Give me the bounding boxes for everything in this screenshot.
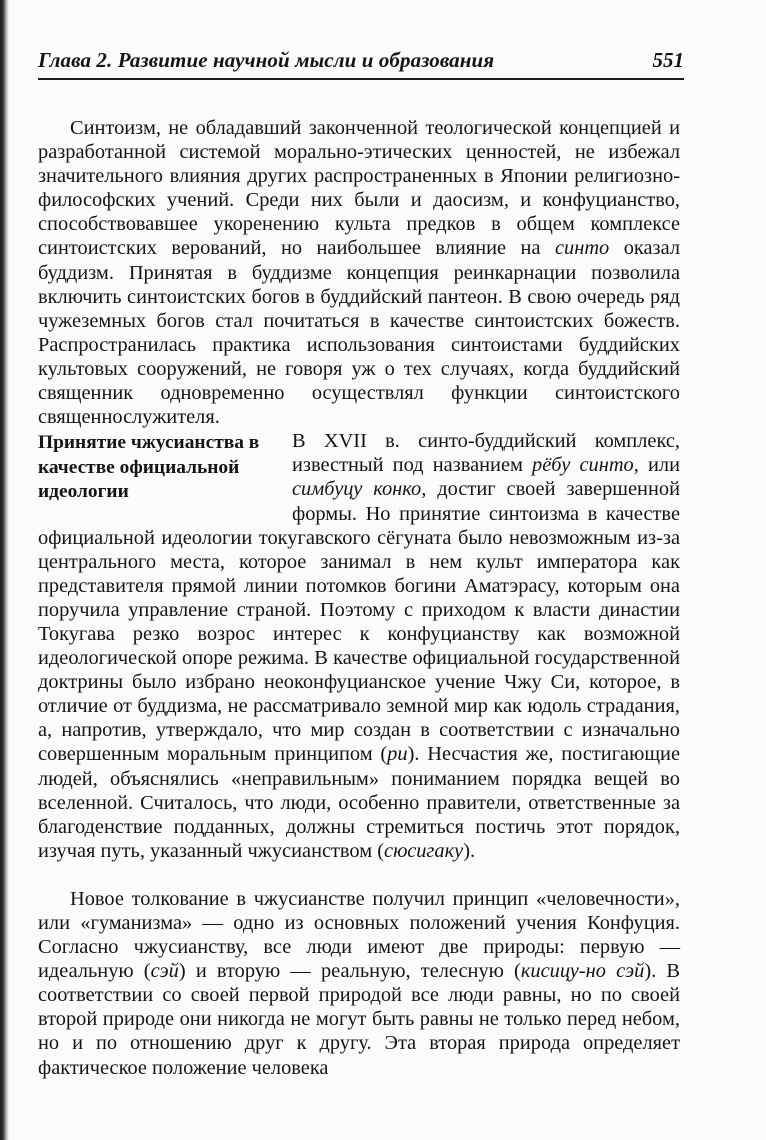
text-run: оказал буддизм. Принятая в буддизме концепция реинкарнации позволила включить синтоистских богов в буддийский пантеон. В свою очередь ряд чужеземных богов стал почитаться в качестве синтоистских божеств. Распространилась практика использования синтоистами буддийских культовых сооружений, не говоря уж о тех случаях, когда буддийский священник одновременно осуществлял функции синтоистского священнослужителя. <box>38 237 680 429</box>
page-number: 551 <box>652 48 684 72</box>
term-shushigaku: сюсигаку <box>384 839 464 862</box>
text-run: ). <box>463 839 476 862</box>
binding-shadow <box>0 0 9 1140</box>
text-run: , достиг своей завершенной формы. Но принятие синтоизма в качестве официальной идеологии токугавского сёгуната было невозможным из-за центрального места, которое занимал в нем культ императора как представителя прямой линии потомков богини Аматэрасу, которым она поручила управление страной. Поэтому с приходом к власти династии Токугава резко возрос интерес к конфуцианству как возможной идеологической опоре режима. В качестве официальной государственной доктрины было избрано неоконфуцианское учение Чжу Си, которое, в отличие от буддизма, не рассматривало земной мир как юдоль страдания, а, напротив, утверждало, что мир создан в соответствии с изначально совершенным моральным принципом ( <box>38 478 680 766</box>
body-text <box>38 116 680 1080</box>
term-shimbutsu-konko: симбуцу конко <box>292 478 422 501</box>
paragraph-humanism <box>38 887 680 1080</box>
text-run: Новое толкование в чжусианстве получил принцип «человечности», или «гуманизма» — одно из основных положений учения Конфуция. Согласно чжусианству, все люди имеют две природы: первую — идеальную ( <box>38 887 680 983</box>
term-shinto: синто <box>554 237 610 260</box>
section-side-heading: Принятие чжусианства в качестве официальной идеологии <box>38 432 260 503</box>
chapter-title: Глава 2. Развитие научной мысли и образования <box>38 48 495 72</box>
term-ryobu-shinto: рёбу синто <box>532 454 634 477</box>
running-head <box>38 44 684 80</box>
text-run: В XVII в. синто-буддийский комплекс, известный под названием <box>292 430 680 477</box>
term-ri: ри <box>387 743 408 766</box>
paragraph-gap <box>38 863 680 887</box>
text-run: Синтоизм, не обладавший законченной теологической концепцией и разработанной системой морально-этических ценностей, не избежал значительного влияния других распространенных в Японии религиозно-философских учений. Среди них были и даосизм, и конфуцианство, способствовавшее укоренению культа предков в общем комплексе синтоистских верований, но наибольшее влияние на <box>38 117 680 260</box>
text-run: ). В соответствии со своей первой природой все люди равны, но по своей второй природе они никогда не могут быть равны не только перед небом, но и по отношению друг к другу. Эта вторая природа определяет фактическое положение человека <box>38 960 680 1079</box>
term-kishitsu-no-sei: кисицу-но сэй <box>520 960 645 983</box>
text-run: ) и вторую — реальную, телесную ( <box>178 960 521 983</box>
term-sei: сэй <box>150 960 179 983</box>
text-run: ). Несчастия же, постигающие людей, объяснялись «неправильным» пониманием порядка вещей во вселенной. Считалось, что люди, особенно правители, ответственные за благоденствие подданных, должны стремиться постичь этот порядок, изучая путь, указанный чжусианством ( <box>38 743 681 862</box>
paragraph-shintoism <box>38 116 680 429</box>
text-run: , или <box>633 454 680 477</box>
